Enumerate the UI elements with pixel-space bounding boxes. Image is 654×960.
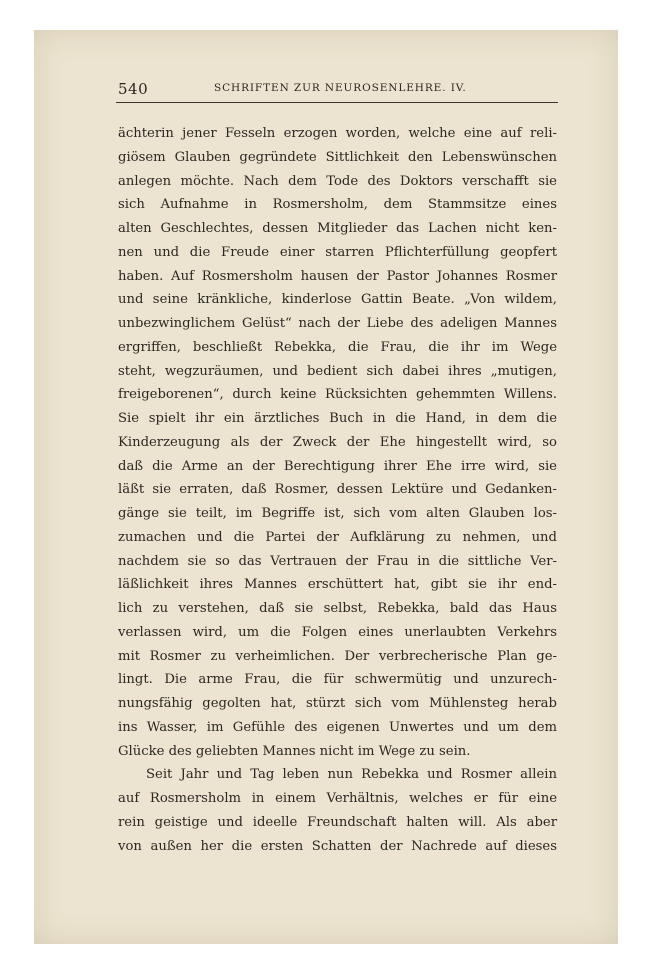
- text-line: lich zu verstehen, daß sie selbst, Rebekka, bald das Haus: [118, 601, 557, 616]
- text-line: mit Rosmer zu verheimlichen. Der verbrecherische Plan ge-: [118, 648, 557, 664]
- text-line: zumachen und die Partei der Aufklärung zu nehmen, und: [118, 529, 557, 545]
- text-line: und seine kränkliche, kinderlose Gattin Beate. „Von wildem,: [118, 292, 557, 308]
- text-line: anlegen möchte. Nach dem Tode des Doktors verschafft sie: [118, 173, 557, 189]
- text-line: freigeborenen“, durch keine Rücksichten gehemmten Willens.: [118, 387, 557, 403]
- text-line-paragraph-start: Seit Jahr und Tag leben nun Rebekka und Rosmer allein: [146, 767, 557, 783]
- text-line: gänge sie teilt, im Begriffe ist, sich vom alten Glauben los-: [118, 506, 557, 521]
- page-number: 540: [118, 80, 149, 98]
- text-line: daß die Arme an der Berechtigung ihrer Ehe irre wird, sie: [118, 458, 557, 474]
- text-line: nachdem sie so das Vertrauen der Frau in die sittliche Ver-: [118, 553, 557, 569]
- text-line: auf Rosmersholm in einem Verhältnis, welches er für eine: [118, 791, 557, 806]
- text-line: lingt. Die arme Frau, die für schwermütig und unzurech-: [118, 672, 557, 688]
- text-line: nungsfähig gegolten hat, stürzt sich vom Mühlensteg herab: [118, 696, 557, 711]
- text-line: steht, wegzuräumen, und bedient sich dabei ihres „mutigen,: [118, 363, 557, 379]
- text-line: rein geistige und ideelle Freundschaft halten will. Als aber: [118, 814, 557, 830]
- text-line: läßlichkeit ihres Mannes erschüttert hat, gibt sie ihr end-: [118, 577, 557, 593]
- text-line: sich Aufnahme in Rosmersholm, dem Stammsitze eines: [118, 197, 557, 213]
- text-line: läßt sie erraten, daß Rosmer, dessen Lektüre und Gedanken-: [118, 482, 557, 498]
- header-rule: [116, 102, 558, 103]
- text-line: alten Geschlechtes, dessen Mitglieder das Lachen nicht ken-: [118, 221, 557, 236]
- text-line: nen und die Freude einer starren Pflichterfüllung geopfert: [118, 244, 557, 260]
- text-line: ächterin jener Fesseln erzogen worden, welche eine auf reli-: [118, 126, 557, 141]
- text-line: Sie spielt ihr ein ärztliches Buch in die Hand, in dem die: [118, 411, 557, 426]
- body-text: [118, 122, 557, 858]
- text-line: verlassen wird, um die Folgen eines unerlaubten Verkehrs: [118, 624, 557, 640]
- running-title: SCHRIFTEN ZUR NEUROSENLEHRE. IV.: [214, 82, 467, 94]
- text-line: giösem Glauben gegründete Sittlichkeit den Lebenswünschen: [118, 149, 557, 165]
- running-head: [118, 78, 557, 100]
- text-line: Kinderzeugung als der Zweck der Ehe hingestellt wird, so: [118, 434, 557, 450]
- text-line: von außen her die ersten Schatten der Nachrede auf dieses: [118, 838, 557, 854]
- text-line: ins Wasser, im Gefühle des eigenen Unwertes und um dem: [118, 719, 557, 735]
- text-line: unbezwinglichem Gelüst“ nach der Liebe des adeligen Mannes: [118, 316, 557, 331]
- text-line: haben. Auf Rosmersholm hausen der Pastor Johannes Rosmer: [118, 268, 557, 284]
- text-line: ergriffen, beschließt Rebekka, die Frau, die ihr im Wege: [118, 339, 557, 355]
- text-line: Glücke des geliebten Mannes nicht im Wege zu sein.: [118, 743, 471, 759]
